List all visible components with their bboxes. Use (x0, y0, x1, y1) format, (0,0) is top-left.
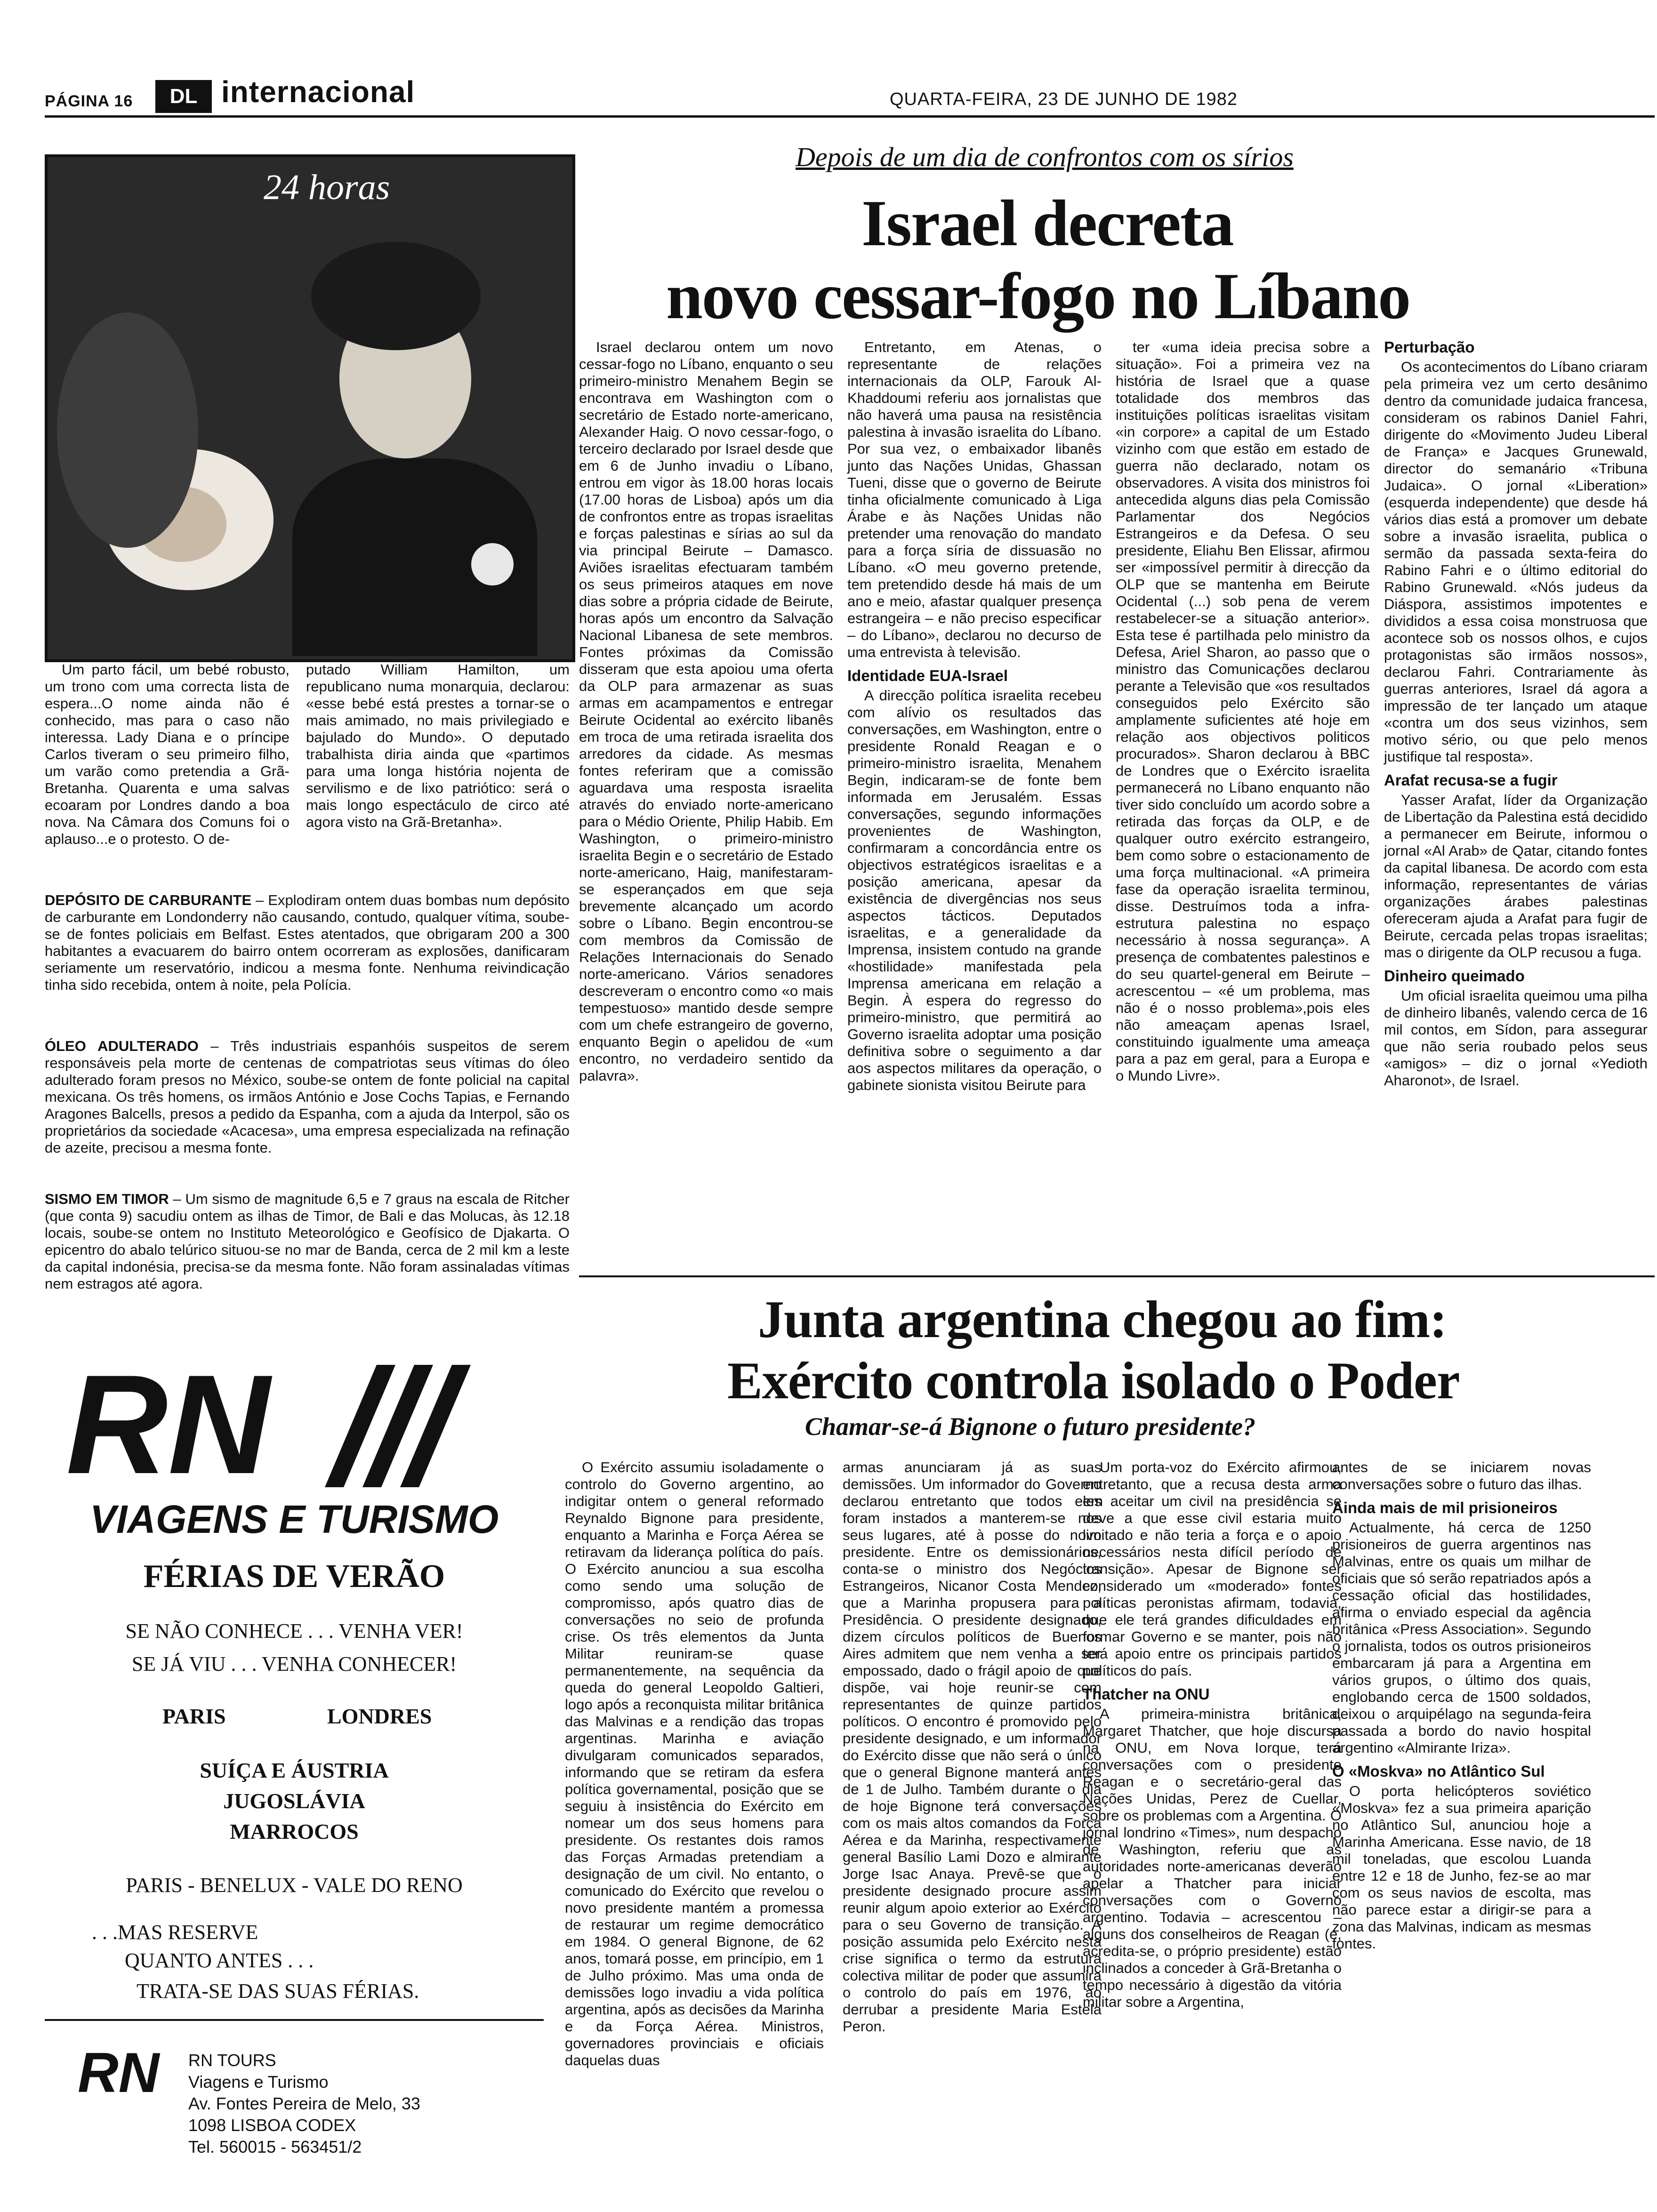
item-label: SISMO EM TIMOR (45, 1191, 169, 1207)
horas-caption-left (45, 661, 290, 850)
israel-col-1 (579, 339, 833, 1086)
article-text: Actualmente, há cerca de 1250 prisioneiros de guerra argentinos nas Malvinas, entre os quais um milhar de oficiais que só serão repatriados após a cessação oficial das hostilidades, afirma o enviado especial da agência britânica «Press Association». Segundo o jornalista, todos os outros prisioneiros embarcaram já para a Argentina em vários grupos, o último dos quais, englobando cerca de 1500 soldados, deixou o arquipélago na segunda-feira passada a bordo do navio hospital argentino «Almirante Iriza». (1332, 1519, 1591, 1756)
article-text: O Exército assumiu isoladamente o controlo do Governo argentino, ao indigitar ontem o general reformado Reynaldo Bignone para presidente, enquanto a Marinha e Força Aérea se retiravam da liderança política do país. O Exército anunciou a sua escolha como sendo uma solução de compromisso, após quatro dias de conversações no seio de profunda crise. Os três elementos da Junta Militar reuniram-se quase permanentemente, na sequência da queda do general Leopoldo Galtieri, logo após a reconquista militar britânica das Malvinas e a rendição das tropas argentinas. Marinha e aviação divulgaram comunicados separados, informando que se retiram da esfera política governamental, posição que se seguiu à insistência do Exército em nomear um dos seus homens para presidente. Os restantes dois ramos das Forças Armadas pretendiam a designação de um civil. No entanto, o comunicado do Exército que revelou o novo presidente mantém a promessa de restaurar um regime democrático em 1984. O general Bignone, de 62 anos, tomará posse, em princípio, em 1 de Julho próximo. Mas uma onda de demissões logo invadiu a vida política argentina, após as decisões da Marinha e da Força Aérea. Ministros, governadores provinciais e oficiais daquelas duas (565, 1459, 824, 2068)
item-label: ÓLEO ADULTERADO (45, 1038, 199, 1054)
ad-closing: . . .MAS RESERVE (92, 1921, 258, 1944)
horas-item (45, 1038, 570, 1158)
junta-col-3 (1083, 1459, 1342, 2012)
article-subhead: Perturbação (1384, 338, 1475, 356)
header-rule (45, 115, 1655, 118)
article-text: Israel declarou ontem um novo cessar-fogo no Líbano, enquanto o seu primeiro-ministro Menahem Begin se encontrava em Washington com o secretário de Estado norte-americano, Alexander Haig. O novo cessar-fogo, o terceiro declarado por Israel desde que em 6 de Junho invadiu o Líbano, entrou em vigor às 18.00 horas locais (17.00 horas de Lisboa) após um dia de confrontos entre as tropas israelitas e forças palestinas e sírias ao sul da via principal Beirute – Damasco. Aviões israelitas efectuaram também os seus primeiros ataques em nove dias sobre a própria cidade de Beirute, horas após um encontro da Salvação Nacional Libanesa de sete membros. Fontes próximas da Comissão disseram que esta apoiou uma oferta da OLP para armazenar as suas armas em acampamentos e entregar Beirute Ocidental ao exército libanês em troca de uma retirada israelita dos arredores da cidade. As mesmas fontes referiram que a comissão aguardava uma resposta israelita através do enviado norte-americano para o Médio Oriente, Philip Habib. Em Washington, o primeiro-ministro israelita Begin e o secretário de Estado norte-americano, Haig, manifestaram-se esperançados em que seja brevemente alcançado um acordo sobre o Líbano. Begin encontrou-se com membros da Comissão de Relações Internacionais do Senado norte-americano. Vários senadores descreveram o encontro como «o mais tempestuoso» mantido desde sempre com um chefe estrangeiro de governo, enquanto Begin o apelidou de «um encontro, no verdadeiro sentido da palavra». (579, 339, 833, 1084)
horas-item (45, 892, 570, 995)
ad-contact (188, 2050, 420, 2158)
ad-destination: LONDRES (327, 1704, 432, 1728)
article-text: O porta helicópteros soviético «Moskva» fez a sua primeira aparição no Atlântico Sul, anunciou hoje a Marinha Americana. Esse navio, de 18 mil toneladas, que escolou Luanda entre 12 e 18 de Junho, fez-se ao mar com os seus navios de escolta, mas não parece estar a dirigir-se para a zona das Malvinas, indicam as mesmas fontes. (1332, 1783, 1591, 1952)
article-text: antes de se iniciarem novas conversações sobre o futuro das ilhas. (1332, 1459, 1591, 1492)
section-rule (579, 1275, 1655, 1277)
junta-col-4 (1332, 1459, 1591, 1954)
article-text: A primeira-ministra britânica, Margaret Thatcher, que hoje discursa na ONU, em Nova Iorque, terá conversações com o presidente Reagan e o secretário-geral das Nações Unidas, Perez de Cuellar, sobre os problemas com a Argentina. O jornal londrino «Times», num despacho de Washington, referiu que as autoridades norte-americanas deverão apelar a Thatcher para iniciar conversações com o Governo argentino. Todavia – acrescentou – alguns dos conselheiros de Reagan (e, acredita-se, o próprio presidente) estão inclinados a conceder à Grã-Bretanha o tempo necessário à digestão da vitória militar sobre a Argentina, (1083, 1706, 1342, 2010)
royal-birth-photo (45, 154, 575, 662)
article-subhead: Thatcher na ONU (1083, 1685, 1210, 1703)
contact-line: RN TOURS (188, 2051, 276, 2070)
horas-item (45, 1191, 570, 1294)
contact-line: Av. Fontes Pereira de Melo, 33 (188, 2094, 420, 2113)
ad-line: SE JÁ VIU . . . VENHA CONHECER! (131, 1652, 457, 1675)
israel-headline-1: Israel decreta (861, 187, 1233, 260)
issue-date: QUARTA-FEIRA, 23 DE JUNHO DE 1982 (890, 89, 1238, 109)
article-text: Um oficial israelita queimou uma pilha de dinheiro libanês, valendo cerca de 16 mil contos, em Sídon, para assegurar que não seria roubado pelos seus «amigos» – diz o jornal «Yedioth Aharonot», de Israel. (1384, 987, 1648, 1089)
item-text: – Três industriais espanhóis suspeitos de serem responsáveis pela morte de centenas de compatriotas seus vítimas do óleo adulterado foram presos no México, soube-se ontem de fonte policial na capital mexicana. Os três homens, os irmãos António e Jose Cochs Tapias, e Fernando Aragones Balcells, presos a pedido da Espanha, com a ajuda da Interpol, são os proprietários da sociedade «Acacesa», uma empresa especializada na refinação de azeite, precisou a mesma fonte. (45, 1038, 570, 1156)
junta-headline-2: Exército controla isolado o Poder (727, 1352, 1460, 1410)
junta-headline-1: Junta argentina chegou ao fim: (758, 1290, 1447, 1349)
junta-col-1 (565, 1459, 824, 2071)
horas-title: 24 horas (264, 168, 390, 207)
page-number: PÁGINA 16 (45, 92, 133, 110)
section-title: internacional (221, 75, 415, 109)
israel-headline-2: novo cessar-fogo no Líbano (666, 260, 1410, 333)
caption-text: putado William Hamilton, um republicano numa monarquia, declarou: «esse bebé está prestes a tornar-se o mais amimado, no mais privilegiado e bajulado do Mundo». O deputado trabalhista diria ainda que «partimos para uma longa história nojenta de servilismo e de lixo patriótico: será o mais longo espectáculo de circo até agora visto na Grã-Bretanha». (306, 661, 570, 830)
item-text: – Um sismo de magnitude 6,5 e 7 graus na escala de Ritcher (que conta 9) sacudiu ontem as ilhas de Timor, de Bali e das Molucas, às 12.18 locais, soube-se ontem no Instituto Meteorológico e Geofísico de Djakarta. O epicentro do abalo telúrico situou-se no mar de Banda, cerca de 2 mil km a leste da capital indonésia, precisa-se da mesma fonte. Não foram assinaladas vítimas nem estragos até agora. (45, 1191, 570, 1292)
ad-closing: TRATA-SE DAS SUAS FÉRIAS. (137, 1980, 419, 2003)
ad-line: SE NÃO CONHECE . . . VENHA VER! (125, 1619, 463, 1643)
junta-col-2 (843, 1459, 1102, 2037)
article-subhead: Dinheiro queimado (1384, 967, 1525, 985)
article-subhead: Arafat recusa-se a fugir (1384, 771, 1558, 789)
ad-tagline: VIAGENS E TURISMO (89, 1497, 499, 1541)
caption-text: Um parto fácil, um bebé robusto, um trono com uma correcta lista de espera...O nome ainda não é conhecido, mas para o caso não interessa. Lady Diana e o príncipe Carlos tiveram o seu primeiro filho, um varão como pretendia a Grã-Bretanha. Quarenta e uma salvas ecoaram por Londres dando a boa nova. Na Câmara dos Comuns foi o aplauso...e o protesto. O de- (45, 661, 290, 847)
article-text: ter «uma ideia precisa sobre a situação». Foi a primeira vez na história de Israel que a quase totalidade dos membros das instituições políticas israelitas visitam «in corpore» a capital de um Estado vizinho com que estão em estado de guerra não declarado, notam os observadores. A visita dos ministros foi antecedida alguns dias pela Comissão Parlamentar dos Negócios Estrangeiros e da Defesa. O seu presidente, Eliahu Ben Elissar, afirmou ser «impossível permitir à direcção da OLP que se mantenha em Beirute Ocidental (...) sob pena de verem restabelecer-se a situação anterior». Esta tese é partilhada pelo ministro da Defesa, Ariel Sharon, ao passo que o ministro das Comunicações declarou perante a Televisão que «os resultados conseguidos pelo Exército são amplamente suficientes até hoje em relação aos objectivos politicos procurados». Sharon declarou à BBC de Londres que o Exército israelita permanecerá no Líbano enquanto não tiver sido concluído um acordo sobre a retirada das forças da OLP, e de qualquer outro exército estrangeiro, bem como sobre o estacionamento de uma força multinacional. «A primeira fase da operação israelita terminou, disse. Destruímos toda a infra-estrutura palestina no espaço necessário à nossa segurança». A presença de combatentes palestinos e do seu quartel-general em Beirute – acrescentou – «é um problema, mas não é o nosso problema»,pois eles não ameaçam apenas Israel, constituindo igualmente uma ameaça para a paz em geral, para a Europa e o Mundo Livre». (1116, 339, 1370, 1084)
newspaper-logo: DL (155, 80, 212, 113)
article-subhead: Identidade EUA-Israel (847, 667, 1008, 684)
article-text: Entretanto, em Atenas, o representante de relações internacionais da OLP, Farouk Al-Khaddoumi referiu aos jornalistas que não haverá uma pausa na resistência palestina à invasão israelita do Líbano. Por sua vez, o embaixador libanês junto das Nações Unidas, Ghassan Tueni, disse que o governo de Beirute tinha oficialmente comunicado à Liga Árabe e às Nações Unidas não pretender uma renovação do mandato para a força síria de dissuasão no Líbano. «O meu governo pretende, tem pretendido desde há mais de um ano e meio, afastar qualquer presença estrangeira – e não preciso especificar – do Líbano», declarou no decurso de uma entrevista à televisão. (847, 339, 1102, 660)
ad-destination: PARIS (162, 1704, 226, 1728)
ad-headline: FÉRIAS DE VERÃO (143, 1558, 445, 1595)
horas-caption-right (306, 661, 570, 833)
ad-closing: QUANTO ANTES . . . (125, 1949, 314, 1972)
prince-hair (311, 242, 481, 350)
ad-destination: SUÍÇA E ÁUSTRIA (200, 1758, 389, 1782)
israel-col-2 (847, 339, 1102, 1096)
israel-col-4 (1384, 339, 1648, 1091)
israel-kicker: Depois de um dia de confrontos com os sírios (796, 142, 1294, 172)
ad-destination: MARROCOS (230, 1819, 359, 1843)
item-label: DEPÓSITO DE CARBURANTE (45, 892, 252, 908)
israel-col-3 (1116, 339, 1370, 1086)
diana-figure (57, 313, 198, 548)
contact-line: 1098 LISBOA CODEX (188, 2116, 356, 2135)
junta-kicker: Chamar-se-á Bignone o futuro presidente? (805, 1412, 1256, 1441)
rn-logo (47, 1355, 471, 1497)
article-text: A direcção política israelita recebeu com alívio os resultados das conversações, em Washington, entre o presidente Ronald Reagan e o primeiro-ministro israelita, Menahem Begin, indicaram-se de fonte bem informada em Jerusalém. Essas conversações, segundo informações provenientes de Washington, confirmaram a concordância entre os objectivos estratégicos israelitas e a posição americana, apesar da existência de divergências nos seus aspectos tácticos. Deputados israelitas, e a generalidade da Imprensa, insistem contudo na grande «hostilidade» manifestada pela Imprensa americana em relação a Begin. À espera do regresso do primeiro-ministro, que permitirá ao Governo israelita adoptar uma posição definitiva sobre o seguimento a dar aos aspectos militares da operação, o gabinete sionista visitou Beirute para (847, 687, 1102, 1093)
rn-contact-logo: RN (78, 2041, 160, 2104)
article-subhead: Ainda mais de mil prisioneiros (1332, 1499, 1558, 1516)
ad-destination: JUGOSLÁVIA (223, 1789, 365, 1813)
rn-logo-text: RN (66, 1355, 270, 1497)
article-text: Os acontecimentos do Líbano criaram pela primeira vez um certo desânimo dentro da comunidade judaica francesa, consideram os rabinos Daniel Fahri, dirigente do «Movimento Judeu Liberal de França» e Jacques Grunewald, director do semanário «Tribuna Judaica». O jornal «Liberation» (esquerda independente) que desde há vários dias está a promover um debate sobre a invasão israelita, publica o sermão da passada sexta-feira do Rabino Fahri e o último editorial do Rabino Grunewald. «Nós judeus da Diáspora, assistimos impotentes e divididos a essa coisa monstruosa que acontece sob os nossos olhos, e cujos protagonistas são irmãos nossos», declarou Fahri. Contrariamente às guerras anteriores, Israel dá agora a impressão de ter lançado um ataque «contra um dos seus vizinhos, sem motivo sério, ou que pelo menos justifique tal resposta». (1384, 359, 1648, 765)
item-text: – Explodiram ontem duas bombas num depósito de carburante em Londonderry não causando, contudo, qualquer vítima, soube-se de fontes policiais em Belfast. Estes atentados, que obrigaram 200 a 300 habitantes a evacuarem do bairro ontem ocorreram as explosões, danificaram seriamente um reservatório, indicou a mesma fonte. Nenhuma reivindicação tinha sido recebida, ontem à noite, pela Polícia. (45, 892, 570, 993)
rn-logo-graphic (47, 1355, 471, 1497)
contact-line: Tel. 560015 - 563451/2 (188, 2137, 362, 2156)
article-subhead: O «Moskva» no Atlântico Sul (1332, 1763, 1545, 1780)
ad-destination: PARIS - BENELUX - VALE DO RENO (126, 1874, 463, 1897)
contact-line: Viagens e Turismo (188, 2072, 329, 2092)
article-text: armas anunciaram já as suas demissões. Um informador do Governo declarou entretanto que todos eles foram instados a manterem-se nos seus lugares, até à posse do novo presidente. Entre os demissionários, conta-se o ministro dos Negócios Estrangeiros, Nicanor Costa Mendez, que a Marinha propusera para a Presidência. O presidente designado, dizem círculos políticos de Buenos Aires admitem que nem venha a ser empossado, dado o frágil apoio de que dispõe, vai hoje reunir-se com representantes de quinze partidos políticos. O encontro é promovido pelo presidente designado, e um informador do Exército disse que não será o único que o general Bignone manterá antes de 1 de Julho. Também durante o dia de hoje Bignone terá conversações com os mais altos comandos da Força Aérea e da Marinha, respectivamente general Basílio Lami Dozo e almirante Jorge Isac Anaya. Prevê-se que o presidente designado procure assim reunir algum apoio exterior ao Exército para o seu Governo de transição. A posição assumida pelo Exército nesta crise significa o termo da estrutura colectiva militar de poder que assumira o controlo do país em 1976, ao derrubar a presidente Maria Estela Peron. (843, 1459, 1102, 2035)
ad-rule (45, 2019, 544, 2021)
flower-icon (471, 543, 514, 585)
article-text: Um porta-voz do Exército afirmou, entretanto, que a recusa desta arma em aceitar um civil na presidência se deve a que esse civil estaria muito limitado e não teria a força e o apoio necessários nesta difícil período de transição». Apesar de Bignone ser considerado um «moderado» fontes políticas peronistas afirmam, todavia, que ele terá grandes dificuldades em formar Governo e se manter, pois não terá apoio entre os principais partidos políticos do país. (1083, 1459, 1342, 1679)
article-text: Yasser Arafat, líder da Organização de Libertação da Palestina está decidido a permanecer em Beirute, informou o jornal «Al Arab» de Qatar, citando fontes da capital libanesa. De acordo com esta informação, representantes de várias organizações árabes palestinas ofereceram ajuda a Arafat para fugir de Beirute, cercada pelas tropas israelitas; mas o dirigente da OLP recusou a fuga. (1384, 792, 1648, 961)
